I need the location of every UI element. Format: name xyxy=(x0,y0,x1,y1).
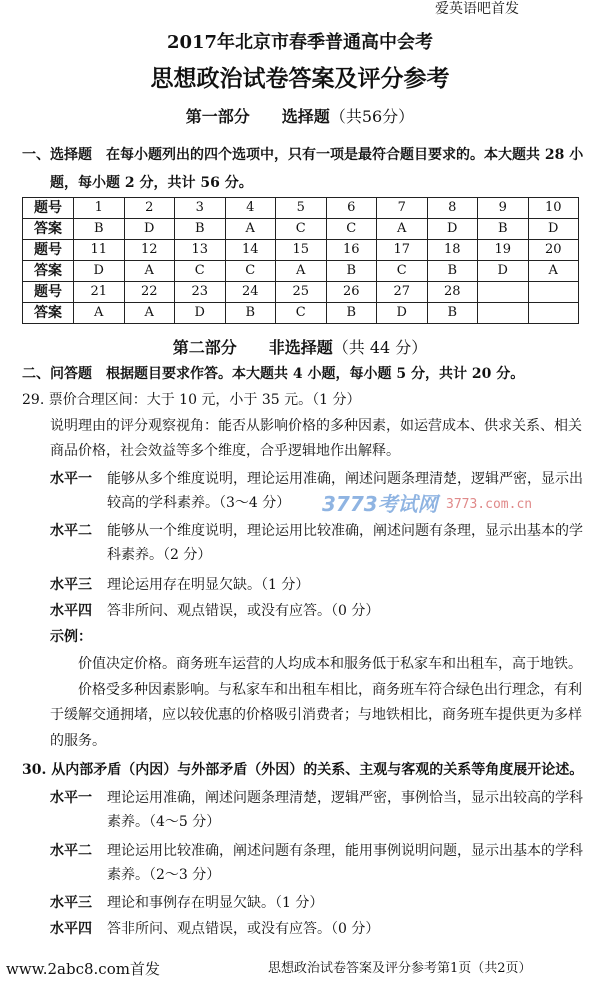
level-text-cont: 较高的学科素养。（3～4 分） xyxy=(107,495,291,511)
table-cell: 5 xyxy=(276,198,327,219)
watermark-logo: 3773考试网 xyxy=(322,492,438,516)
table-cell: 9 xyxy=(478,198,529,219)
question-number-row xyxy=(23,282,579,303)
footer-left: www.2abc8.com首发 xyxy=(6,960,160,978)
table-cell: B xyxy=(225,303,276,324)
level-label: 水平一 xyxy=(50,790,92,806)
q29-criteria-2: 商品价格，社会效益等多个维度，合乎逻辑地作出解释。 xyxy=(50,443,400,459)
table-cell: B xyxy=(478,219,529,240)
title-2: 思想政治试卷答案及评分参考 xyxy=(150,65,450,92)
table-cell: D xyxy=(124,219,175,240)
level-label: 水平四 xyxy=(50,603,92,619)
level-text: 理论运用存在明显欠缺。（1 分） xyxy=(107,577,310,593)
table-cell: 14 xyxy=(225,240,276,261)
row-header: 题号 xyxy=(23,198,74,219)
table-cell: B xyxy=(427,261,478,282)
table-cell: 7 xyxy=(377,198,428,219)
row-header: 答案 xyxy=(23,261,74,282)
row-header: 题号 xyxy=(23,240,74,261)
table-cell: 23 xyxy=(175,282,226,303)
level-label: 水平一 xyxy=(50,471,92,487)
table-cell: A xyxy=(225,219,276,240)
table-cell: 11 xyxy=(74,240,125,261)
level-label: 水平四 xyxy=(50,921,92,937)
table-cell: A xyxy=(74,303,125,324)
level-text: 理论运用准确，阐述问题条理清楚，逻辑严密，事例恰当，显示出较高的学科 xyxy=(107,790,583,806)
question-number-row xyxy=(23,240,579,261)
table-cell: 19 xyxy=(478,240,529,261)
table-cell: 27 xyxy=(377,282,428,303)
answer-row xyxy=(23,261,579,282)
table-cell: 10 xyxy=(528,198,579,219)
answer-row xyxy=(23,219,579,240)
question-number-row xyxy=(23,198,579,219)
q29-example-2: 价格受多种因素影响。与私家车和出租车相比，商务班车符合绿色出行理念，有利 xyxy=(78,682,582,698)
part1-score: （共56分） xyxy=(329,107,415,126)
table-cell xyxy=(478,303,529,324)
row-header: 答案 xyxy=(23,219,74,240)
table-cell: 21 xyxy=(74,282,125,303)
table-cell xyxy=(528,282,579,303)
title-1: 2017年北京市春季普通高中会考 xyxy=(166,32,434,53)
table-cell: C xyxy=(276,219,327,240)
part1-intro-2: 题，每小题 2 分，共计 56 分。 xyxy=(50,175,253,191)
q30-answer: 30. 从内部矛盾（内因）与外部矛盾（外因）的关系、主观与客观的关系等角度展开论述。 xyxy=(22,762,584,778)
table-cell: B xyxy=(74,219,125,240)
watermark-url: 3773.com.cn xyxy=(446,497,533,512)
table-cell xyxy=(478,282,529,303)
level-text-cont: 素养。（2～3 分） xyxy=(107,867,221,883)
table-cell: 26 xyxy=(326,282,377,303)
table-cell: C xyxy=(175,261,226,282)
part2-title: 第二部分 非选择题 xyxy=(172,338,333,357)
table-cell: 1 xyxy=(74,198,125,219)
table-cell: 13 xyxy=(175,240,226,261)
level-text-cont: 素养。（4～5 分） xyxy=(107,814,221,830)
table-cell: A xyxy=(124,261,175,282)
part1-heading xyxy=(0,107,600,127)
table-cell: 22 xyxy=(124,282,175,303)
table-cell: C xyxy=(377,261,428,282)
level-text: 能够从一个维度说明，理论运用比较准确，阐述问题有条理，显示出基本的学 xyxy=(107,523,583,539)
level-label: 水平二 xyxy=(50,843,92,859)
table-cell: D xyxy=(74,261,125,282)
table-cell: 25 xyxy=(276,282,327,303)
table-cell: B xyxy=(326,261,377,282)
answer-table xyxy=(22,197,579,324)
table-cell: 18 xyxy=(427,240,478,261)
table-cell: A xyxy=(377,219,428,240)
footer-right: 思想政治试卷答案及评分参考第1页（共2页） xyxy=(268,961,532,976)
table-cell: A xyxy=(276,261,327,282)
q29-answer: 29. 票价合理区间：大于 10 元，小于 35 元。（1 分） xyxy=(22,392,361,408)
level-text: 答非所问、观点错误，或没有应答。（0 分） xyxy=(107,921,380,937)
table-cell: 3 xyxy=(175,198,226,219)
part1-intro-1: 一、选择题 在每小题列出的四个选项中，只有一项是最符合题目要求的。本大题共 28 小 xyxy=(22,147,584,163)
table-cell: 12 xyxy=(124,240,175,261)
row-header: 答案 xyxy=(23,303,74,324)
table-cell: B xyxy=(175,219,226,240)
level-text: 能够从多个维度说明，理论运用准确，阐述问题条理清楚，逻辑严密，显示出 xyxy=(107,471,583,487)
q29-example-label: 示例： xyxy=(50,629,92,645)
table-cell: A xyxy=(528,261,579,282)
level-label: 水平三 xyxy=(50,895,92,911)
part2-heading xyxy=(0,338,600,358)
table-cell: 16 xyxy=(326,240,377,261)
part2-intro: 二、问答题 根据题目要求作答。本大题共 4 小题，每小题 5 分，共计 20 分。 xyxy=(22,366,525,382)
q29-example-4: 的服务。 xyxy=(50,733,106,749)
table-cell: B xyxy=(427,303,478,324)
table-cell: 28 xyxy=(427,282,478,303)
table-cell: C xyxy=(225,261,276,282)
table-cell: D xyxy=(175,303,226,324)
corner-note: 爱英语吧首发 xyxy=(435,1,519,17)
table-cell: C xyxy=(276,303,327,324)
table-cell: B xyxy=(326,303,377,324)
table-cell: 6 xyxy=(326,198,377,219)
part2-score: （共 44 分） xyxy=(332,338,428,357)
answer-row xyxy=(23,303,579,324)
table-cell: D xyxy=(377,303,428,324)
part1-title: 第一部分 选择题 xyxy=(185,107,330,126)
q29-criteria-1: 说明理由的评分观察视角：能否从影响价格的多种因素，如运营成本、供求关系、相关 xyxy=(50,418,582,434)
table-cell: 8 xyxy=(427,198,478,219)
table-cell: 24 xyxy=(225,282,276,303)
table-cell: D xyxy=(427,219,478,240)
level-text: 答非所问、观点错误，或没有应答。（0 分） xyxy=(107,603,380,619)
level-text: 理论运用比较准确，阐述问题有条理，能用事例说明问题，显示出基本的学科 xyxy=(107,843,583,859)
table-cell: 20 xyxy=(528,240,579,261)
table-cell xyxy=(528,303,579,324)
table-cell: 4 xyxy=(225,198,276,219)
q29-example-3: 于缓解交通拥堵，应以较优惠的价格吸引消费者；与地铁相比，商务班车提供更为多样 xyxy=(50,707,582,723)
table-cell: 2 xyxy=(124,198,175,219)
table-cell: 17 xyxy=(377,240,428,261)
q29-example-1: 价值决定价格。商务班车运营的人均成本和服务低于私家车和出租车，高于地铁。 xyxy=(78,656,582,672)
table-cell: D xyxy=(528,219,579,240)
table-cell: C xyxy=(326,219,377,240)
level-text: 理论和事例存在明显欠缺。（1 分） xyxy=(107,895,324,911)
level-label: 水平二 xyxy=(50,523,92,539)
level-text-cont: 科素养。（2 分） xyxy=(107,547,212,563)
table-cell: 15 xyxy=(276,240,327,261)
table-cell: D xyxy=(478,261,529,282)
row-header: 题号 xyxy=(23,282,74,303)
table-cell: A xyxy=(124,303,175,324)
level-label: 水平三 xyxy=(50,577,92,593)
